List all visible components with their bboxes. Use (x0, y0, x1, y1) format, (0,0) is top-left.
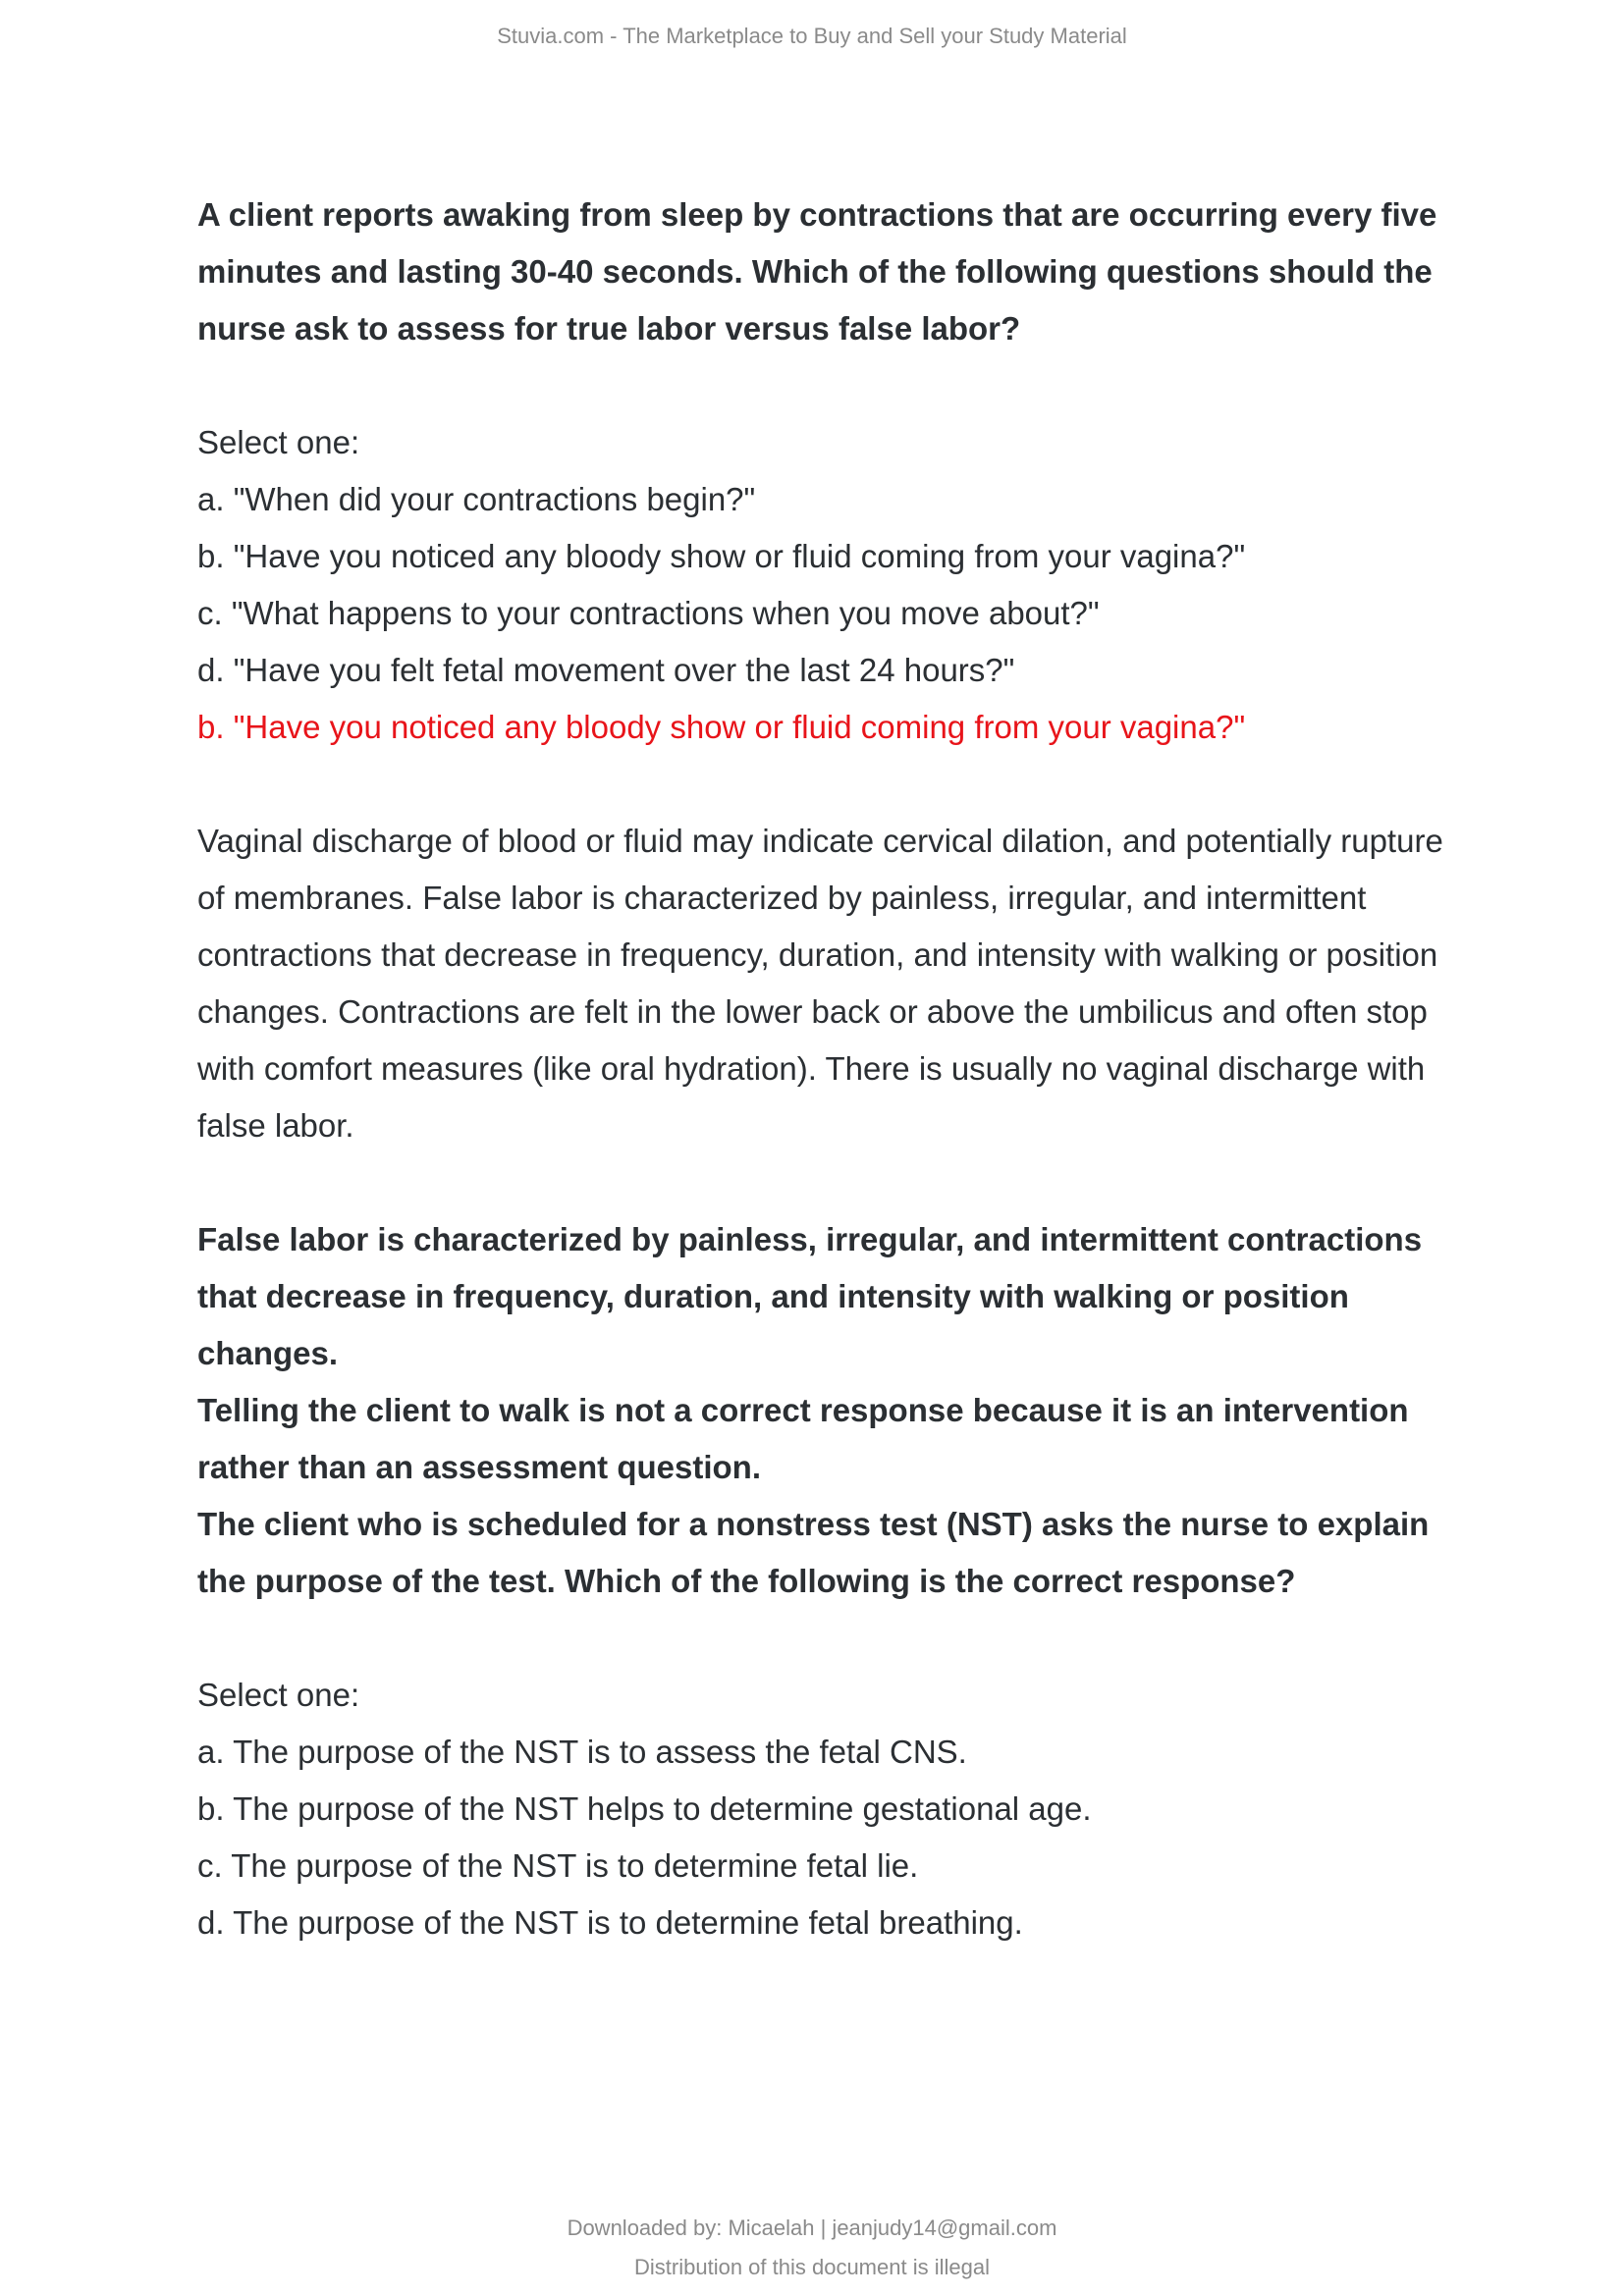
question-1-option-d: d. "Have you felt fetal movement over the last 24 hours?" (197, 652, 1015, 688)
spacer (197, 1154, 1474, 1211)
spacer (197, 357, 1474, 414)
question-2-option-d: d. The purpose of the NST is to determine fetal breathing. (197, 1904, 1023, 1941)
question-1-option-a: a. "When did your contractions begin?" (197, 481, 756, 517)
question-2-stem: The client who is scheduled for a nonstress test (NST) asks the nurse to explain the purpose of the test. Which of the following is the correct response? (197, 1506, 1430, 1599)
question-1-note-false-labor: False labor is characterized by painless, irregular, and intermittent contractions that decrease in frequency, duration, and intensity with walking or position changes. (197, 1221, 1423, 1371)
question-1-select-label: Select one: (197, 424, 360, 460)
question-1-option-c: c. "What happens to your contractions when you move about?" (197, 595, 1100, 631)
question-2-option-b: b. The purpose of the NST helps to determine gestational age. (197, 1790, 1092, 1827)
question-1-stem: A client reports awaking from sleep by contractions that are occurring every five minutes and lasting 30-40 seconds. Which of the following questions should the nurse ask to assess for true labor versus false labor? (197, 196, 1437, 347)
question-1-correct-answer: b. "Have you noticed any bloody show or fluid coming from your vagina?" (197, 709, 1246, 745)
question-1-option-b: b. "Have you noticed any bloody show or fluid coming from your vagina?" (197, 538, 1246, 574)
question-2-option-a: a. The purpose of the NST is to assess the fetal CNS. (197, 1734, 967, 1770)
spacer (197, 1610, 1474, 1667)
question-2-select-label: Select one: (197, 1677, 360, 1713)
question-1-note-walking: Telling the client to walk is not a correct response because it is an intervention rather than an assessment question. (197, 1392, 1409, 1485)
page-header: Stuvia.com - The Marketplace to Buy and Sell your Study Material (497, 24, 1127, 48)
question-1-rationale: Vaginal discharge of blood or fluid may indicate cervical dilation, and potentially rupture of membranes. False labor is characterized by painless, irregular, and intermittent contractions that decrease in frequency, duration, and intensity with walking or position changes. Contractions are felt in the lower back or above the umbilicus and often stop with comfort measures (like oral hydration). There is usually no vaginal discharge with false labor. (197, 823, 1443, 1144)
footer-distribution-notice: Distribution of this document is illegal (634, 2255, 990, 2279)
document-body (197, 187, 1474, 1951)
spacer (197, 756, 1474, 813)
question-2-option-c: c. The purpose of the NST is to determine fetal lie. (197, 1847, 919, 1884)
footer-downloaded-by: Downloaded by: Micaelah | jeanjudy14@gmail.com (567, 2216, 1057, 2240)
